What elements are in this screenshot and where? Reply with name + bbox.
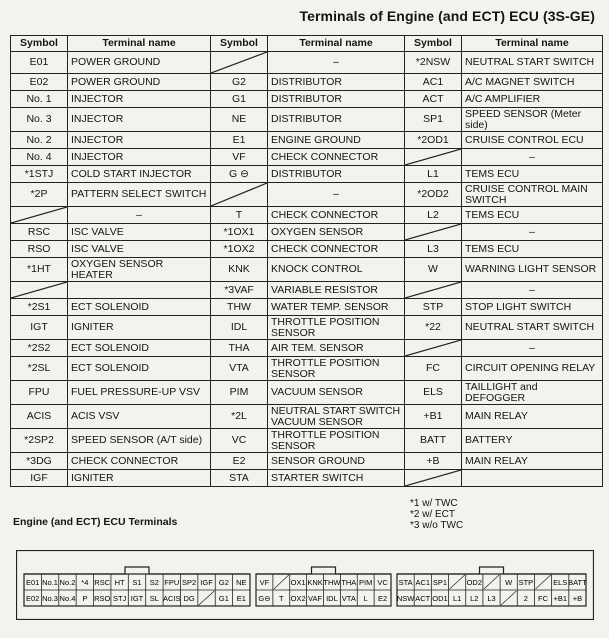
- terminal-name-cell: IGNITER: [68, 316, 211, 340]
- pin-label: L3: [487, 594, 496, 603]
- table-row: [11, 316, 603, 340]
- terminal-name-cell: CHECK CONNECTOR: [268, 149, 405, 166]
- terminal-name-cell: –: [268, 183, 405, 207]
- symbol-cell: L3: [405, 241, 462, 258]
- terminal-name-cell: NEUTRAL START SWITCH: [462, 316, 603, 340]
- diagonal-slash: [405, 340, 461, 356]
- terminal-name-cell: POWER GROUND: [68, 52, 211, 74]
- pin-label: STJ: [112, 594, 127, 603]
- symbol-cell: IDL: [211, 316, 268, 340]
- pin-label: L2: [470, 594, 479, 603]
- diagonal-slash: [211, 183, 267, 206]
- pin-label: VC: [377, 578, 388, 587]
- symbol-cell: *22: [405, 316, 462, 340]
- table-row: [11, 340, 603, 357]
- table-header-row: [11, 36, 603, 52]
- column-header-symbol: Symbol: [211, 36, 268, 52]
- symbol-cell: No. 2: [11, 132, 68, 149]
- terminal-name-cell: STARTER SWITCH: [268, 470, 405, 487]
- symbol-cell: VC: [211, 429, 268, 453]
- symbol-cell: *1HT: [11, 258, 68, 282]
- symbol-cell: +B1: [405, 405, 462, 429]
- diagonal-slash: [405, 149, 461, 165]
- unused-pin-slash: [535, 575, 550, 589]
- connector-key-tab: [24, 567, 250, 574]
- terminal-name-cell: COLD START INJECTOR: [68, 166, 211, 183]
- pin-label: +B: [572, 594, 583, 603]
- terminal-name-cell: NEUTRAL START SWITCH: [462, 52, 603, 74]
- terminal-name-cell: DISTRIBUTOR: [268, 166, 405, 183]
- connector-block: [256, 567, 391, 606]
- pin-label: PIM: [359, 578, 373, 587]
- symbol-cell: IGT: [11, 316, 68, 340]
- symbol-cell: E2: [211, 453, 268, 470]
- pin-label: SP2: [182, 578, 197, 587]
- table-row: [11, 224, 603, 241]
- symbol-cell: E1: [211, 132, 268, 149]
- page-title: Terminals of Engine (and ECT) ECU (3S-GE): [299, 8, 595, 24]
- table-row: [11, 183, 603, 207]
- symbol-cell: *2NSW: [405, 52, 462, 74]
- terminal-name-cell: SPEED SENSOR (Meter side): [462, 108, 603, 132]
- footnotes: [410, 498, 463, 531]
- terminal-name-cell: DISTRIBUTOR: [268, 74, 405, 91]
- pin-label: +B1: [553, 594, 568, 603]
- terminal-name-cell: CRUISE CONTROL ECU: [462, 132, 603, 149]
- table-row: [11, 108, 603, 132]
- terminal-name-cell: INJECTOR: [68, 149, 211, 166]
- symbol-cell: VTA: [211, 357, 268, 381]
- diagonal-slash: [405, 224, 461, 240]
- table-row: [11, 282, 603, 299]
- pin-label: SL: [149, 594, 159, 603]
- table-row: [11, 132, 603, 149]
- footnote: *2 w/ ECT: [410, 509, 456, 520]
- symbol-cell: PIM: [211, 381, 268, 405]
- terminal-name-cell: –: [268, 52, 405, 74]
- table-row: [11, 405, 603, 429]
- connector-block: [397, 567, 587, 606]
- symbol-cell: NE: [211, 108, 268, 132]
- terminal-name-cell: CHECK CONNECTOR: [268, 207, 405, 224]
- pin-label: OX2: [290, 594, 306, 603]
- pin-label: BATT: [568, 578, 587, 587]
- symbol-cell: ELS: [405, 381, 462, 405]
- symbol-cell: [405, 282, 462, 299]
- connector-key-tab: [397, 567, 586, 574]
- symbol-cell: ACIS: [11, 405, 68, 429]
- pin-label: THW: [323, 578, 341, 587]
- terminal-name-cell: DISTRIBUTOR: [268, 91, 405, 108]
- symbol-cell: IGF: [11, 470, 68, 487]
- symbol-cell: [405, 340, 462, 357]
- terminal-name-cell: CRUISE CONTROL MAIN SWITCH: [462, 183, 603, 207]
- terminal-name-cell: ECT SOLENOID: [68, 299, 211, 316]
- symbol-cell: STP: [405, 299, 462, 316]
- terminal-name-cell: AIR TEM. SENSOR: [268, 340, 405, 357]
- symbol-cell: [211, 52, 268, 74]
- symbol-cell: [405, 149, 462, 166]
- pin-label: FPU: [164, 578, 180, 587]
- pin-label: RSO: [94, 594, 111, 603]
- symbol-cell: G1: [211, 91, 268, 108]
- terminal-name-cell: SENSOR GROUND: [268, 453, 405, 470]
- symbol-cell: W: [405, 258, 462, 282]
- terminal-name-cell: OXYGEN SENSOR: [268, 224, 405, 241]
- pin-label: AC1: [415, 578, 431, 587]
- terminal-name-cell: NEUTRAL START SWITCH VACUUM SENSOR: [268, 405, 405, 429]
- terminal-name-cell: IGNITER: [68, 470, 211, 487]
- connector-heading: Engine (and ECT) ECU Terminals: [13, 516, 178, 528]
- unused-pin-slash: [199, 591, 214, 605]
- terminal-name-cell: BATTERY: [462, 429, 603, 453]
- diagonal-slash: [405, 282, 461, 298]
- symbol-cell: STA: [211, 470, 268, 487]
- pin-label: L1: [452, 594, 462, 603]
- pin-label: OD1: [432, 594, 448, 603]
- pin-label: E02: [26, 594, 40, 603]
- terminal-table: [10, 35, 603, 487]
- diagonal-slash: [211, 52, 267, 73]
- symbol-cell: *2SP2: [11, 429, 68, 453]
- symbol-cell: *2S2: [11, 340, 68, 357]
- table-row: [11, 74, 603, 91]
- pin-label: G⊖: [258, 594, 271, 603]
- table-row: [11, 453, 603, 470]
- symbol-cell: *1OX1: [211, 224, 268, 241]
- terminal-name-cell: PATTERN SELECT SWITCH: [68, 183, 211, 207]
- terminal-name-cell: ACIS VSV: [68, 405, 211, 429]
- symbol-cell: T: [211, 207, 268, 224]
- pin-label: VF: [259, 578, 270, 587]
- terminal-name-cell: FUEL PRESSURE-UP VSV: [68, 381, 211, 405]
- pin-label: S2: [149, 578, 159, 587]
- terminal-name-cell: [462, 470, 603, 487]
- symbol-cell: E01: [11, 52, 68, 74]
- ecu-connector-diagram: [16, 550, 594, 620]
- terminal-name-cell: MAIN RELAY: [462, 453, 603, 470]
- pin-label: S1: [132, 578, 142, 587]
- symbol-cell: *2OD1: [405, 132, 462, 149]
- terminal-name-cell: [68, 282, 211, 299]
- pin-label: IDL: [326, 594, 338, 603]
- pin-label: E2: [377, 594, 388, 603]
- pin-label: OX1: [290, 578, 306, 587]
- terminal-name-cell: ISC VALVE: [68, 241, 211, 258]
- terminal-name-cell: –: [462, 282, 603, 299]
- symbol-cell: KNK: [211, 258, 268, 282]
- symbol-cell: *3VAF: [211, 282, 268, 299]
- pin-label: T: [279, 594, 284, 603]
- symbol-cell: No. 3: [11, 108, 68, 132]
- table-body: [11, 52, 603, 487]
- symbol-cell: *3DG: [11, 453, 68, 470]
- terminal-name-cell: WATER TEMP. SENSOR: [268, 299, 405, 316]
- column-header-terminal-name: Terminal name: [68, 36, 211, 52]
- diagonal-slash: [405, 470, 461, 486]
- terminal-name-cell: ISC VALVE: [68, 224, 211, 241]
- terminal-name-cell: ECT SOLENOID: [68, 357, 211, 381]
- terminal-name-cell: ECT SOLENOID: [68, 340, 211, 357]
- terminal-name-cell: STOP LIGHT SWITCH: [462, 299, 603, 316]
- symbol-cell: THW: [211, 299, 268, 316]
- symbol-cell: RSC: [11, 224, 68, 241]
- pin-label: No.2: [59, 578, 76, 587]
- pin-label: FC: [538, 594, 549, 603]
- table-row: [11, 258, 603, 282]
- terminal-name-cell: INJECTOR: [68, 91, 211, 108]
- pin-label: No.4: [59, 594, 76, 603]
- symbol-cell: No. 1: [11, 91, 68, 108]
- terminal-name-cell: SPEED SENSOR (A/T side): [68, 429, 211, 453]
- terminal-name-cell: VARIABLE RESISTOR: [268, 282, 405, 299]
- terminal-name-cell: TEMS ECU: [462, 207, 603, 224]
- terminal-name-cell: –: [462, 224, 603, 241]
- symbol-cell: No. 4: [11, 149, 68, 166]
- column-header-symbol: Symbol: [11, 36, 68, 52]
- symbol-cell: *1STJ: [11, 166, 68, 183]
- symbol-cell: [211, 183, 268, 207]
- symbol-cell: *2L: [211, 405, 268, 429]
- diagonal-slash: [11, 207, 67, 223]
- connector-block: [24, 567, 250, 606]
- unused-pin-slash: [450, 575, 465, 589]
- pin-label: RSC: [94, 578, 111, 587]
- terminal-name-cell: TAILLIGHT and DEFOGGER: [462, 381, 603, 405]
- terminal-name-cell: THROTTLE POSITION SENSOR: [268, 357, 405, 381]
- pin-label: OD2: [466, 578, 483, 587]
- table-row: [11, 470, 603, 487]
- pin-label: W: [505, 578, 513, 587]
- terminal-name-cell: –: [68, 207, 211, 224]
- table-row: [11, 52, 603, 74]
- terminal-name-cell: TEMS ECU: [462, 241, 603, 258]
- table-row: [11, 429, 603, 453]
- terminal-name-cell: WARNING LIGHT SENSOR: [462, 258, 603, 282]
- terminal-name-cell: CHECK CONNECTOR: [268, 241, 405, 258]
- symbol-cell: *2OD2: [405, 183, 462, 207]
- table-row: [11, 241, 603, 258]
- terminal-name-cell: THROTTLE POSITION SENSOR: [268, 316, 405, 340]
- terminal-name-cell: –: [462, 340, 603, 357]
- pin-label: No.3: [42, 594, 58, 603]
- symbol-cell: *2P: [11, 183, 68, 207]
- pin-label: G1: [218, 594, 229, 603]
- symbol-cell: THA: [211, 340, 268, 357]
- symbol-cell: AC1: [405, 74, 462, 91]
- table-row: [11, 299, 603, 316]
- terminal-name-cell: INJECTOR: [68, 132, 211, 149]
- symbol-cell: E02: [11, 74, 68, 91]
- table-row: [11, 166, 603, 183]
- pin-label: E1: [236, 594, 246, 603]
- pin-label: SP1: [432, 578, 448, 587]
- terminal-name-cell: A/C AMPLIFIER: [462, 91, 603, 108]
- pin-label: VAF: [308, 594, 323, 603]
- symbol-cell: [11, 282, 68, 299]
- table-row: [11, 91, 603, 108]
- pin-label: HT: [114, 578, 125, 587]
- symbol-cell: G ⊖: [211, 166, 268, 183]
- symbol-cell: L1: [405, 166, 462, 183]
- symbol-cell: FPU: [11, 381, 68, 405]
- terminal-name-cell: POWER GROUND: [68, 74, 211, 91]
- terminal-name-cell: OXYGEN SENSOR HEATER: [68, 258, 211, 282]
- pin-label: THA: [341, 578, 357, 587]
- pin-label: E01: [26, 578, 40, 587]
- terminal-name-cell: MAIN RELAY: [462, 405, 603, 429]
- pin-label: *4: [81, 578, 89, 587]
- unused-pin-slash: [484, 575, 499, 589]
- terminal-name-cell: THROTTLE POSITION SENSOR: [268, 429, 405, 453]
- column-header-terminal-name: Terminal name: [268, 36, 405, 52]
- symbol-cell: ACT: [405, 91, 462, 108]
- diagonal-slash: [11, 282, 67, 298]
- pin-label: P: [82, 594, 88, 603]
- pin-label: STA: [398, 578, 413, 587]
- pin-label: IGF: [200, 578, 213, 587]
- symbol-cell: FC: [405, 357, 462, 381]
- terminal-name-cell: TEMS ECU: [462, 166, 603, 183]
- terminal-name-cell: CIRCUIT OPENING RELAY: [462, 357, 603, 381]
- pin-label: DG: [183, 594, 195, 603]
- footnote: *1 w/ TWC: [410, 498, 458, 509]
- symbol-cell: G2: [211, 74, 268, 91]
- column-header-terminal-name: Terminal name: [462, 36, 603, 52]
- unused-pin-slash: [274, 575, 289, 589]
- symbol-cell: +B: [405, 453, 462, 470]
- connector-key-tab: [256, 567, 391, 574]
- table-row: [11, 381, 603, 405]
- terminal-name-cell: CHECK CONNECTOR: [68, 453, 211, 470]
- pin-label: 2: [523, 594, 528, 603]
- terminal-name-cell: VACUUM SENSOR: [268, 381, 405, 405]
- pin-label: NE: [236, 578, 247, 587]
- terminal-name-cell: A/C MAGNET SWITCH: [462, 74, 603, 91]
- pin-label: KNK: [307, 578, 323, 587]
- unused-pin-slash: [501, 591, 516, 605]
- pin-label: NSW: [396, 594, 415, 603]
- table-row: [11, 207, 603, 224]
- symbol-cell: BATT: [405, 429, 462, 453]
- symbol-cell: L2: [405, 207, 462, 224]
- pin-label: STP: [518, 578, 534, 587]
- symbol-cell: SP1: [405, 108, 462, 132]
- terminal-name-cell: ENGINE GROUND: [268, 132, 405, 149]
- symbol-cell: [405, 470, 462, 487]
- symbol-cell: [11, 207, 68, 224]
- symbol-cell: [405, 224, 462, 241]
- pin-label: No.1: [42, 578, 58, 587]
- pin-label: ACT: [415, 594, 431, 603]
- terminal-name-cell: KNOCK CONTROL: [268, 258, 405, 282]
- terminal-name-cell: DISTRIBUTOR: [268, 108, 405, 132]
- symbol-cell: VF: [211, 149, 268, 166]
- terminal-name-cell: –: [462, 149, 603, 166]
- symbol-cell: RSO: [11, 241, 68, 258]
- terminal-name-cell: INJECTOR: [68, 108, 211, 132]
- pin-label: L: [363, 594, 368, 603]
- symbol-cell: *1OX2: [211, 241, 268, 258]
- footnote: *3 w/o TWC: [410, 520, 464, 531]
- pin-label: VTA: [341, 594, 356, 603]
- table-row: [11, 149, 603, 166]
- column-header-symbol: Symbol: [405, 36, 462, 52]
- pin-label: G2: [218, 578, 229, 587]
- pin-label: IGT: [130, 594, 144, 603]
- table-row: [11, 357, 603, 381]
- symbol-cell: *2S1: [11, 299, 68, 316]
- pin-label: ELS: [553, 578, 568, 587]
- symbol-cell: *2SL: [11, 357, 68, 381]
- pin-label: ACIS: [163, 594, 181, 603]
